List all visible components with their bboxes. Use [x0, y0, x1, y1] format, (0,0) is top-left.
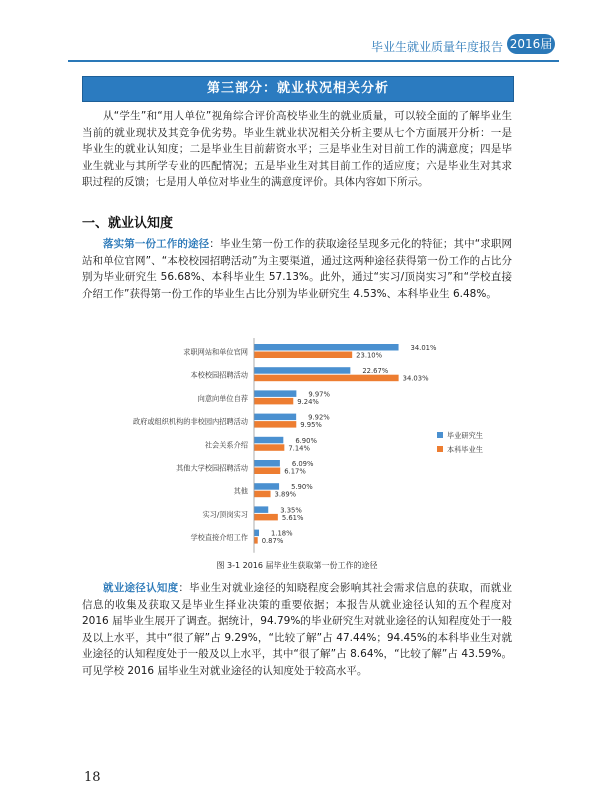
- bar: [254, 414, 296, 421]
- category-label: 政府或组织机构的非校园内招聘活动: [132, 417, 248, 427]
- paragraph-first-job: [82, 236, 512, 302]
- legend-swatch: [437, 432, 443, 438]
- data-label: 6.17%: [284, 467, 306, 476]
- data-label: 6.09%: [291, 460, 314, 468]
- bar: [254, 537, 258, 544]
- category-label: 向意向单位自荐: [197, 393, 248, 403]
- data-label: 5.61%: [281, 513, 304, 522]
- paragraph-first-job-text: ：毕业生第一份工作的获取途径呈现多元化的特征；其中“求职网站和单位官网”、“本校校园招聘活动”为主要渠道，通过这两种途径获得第一份工作的占比分别为毕业研究生 56.68%、本科毕业生 57.13%。此外，通过“实习/顶岗实习”和“学校直接介绍工作”获得第一份工作的毕业生占比分别为毕业研究生 4.53%、本科毕业生 6.48%。: [82, 238, 512, 300]
- bar: [254, 530, 259, 537]
- bar: [254, 437, 283, 444]
- data-label: 5.90%: [291, 483, 313, 492]
- bar: [254, 398, 293, 405]
- page-number: 18: [84, 770, 101, 785]
- data-label: 23.10%: [356, 351, 383, 360]
- bar: [254, 506, 268, 513]
- paragraph-first-job-lead: 落实第一份工作的途径: [103, 238, 210, 250]
- category-label: 实习/顶岗实习: [202, 509, 248, 519]
- page-header: [0, 0, 595, 66]
- bar: [254, 468, 280, 475]
- category-label: 社会关系介绍: [204, 440, 248, 450]
- data-label: 9.95%: [300, 421, 322, 430]
- legend-swatch: [437, 446, 443, 452]
- subheading: 一、就业认知度: [82, 216, 174, 231]
- data-label: 6.90%: [295, 436, 317, 445]
- category-label: 本校校园招聘活动: [190, 370, 248, 380]
- report-title: 毕业生就业质量年度报告: [370, 40, 503, 54]
- first-job-chart: [82, 336, 512, 556]
- bar: [254, 375, 399, 382]
- chart-caption: 图 3-1 2016 届毕业生获取第一份工作的途径: [216, 561, 378, 570]
- legend-label: 本科毕业生: [447, 445, 483, 454]
- bar: [254, 390, 296, 397]
- data-label: 7.14%: [288, 444, 310, 453]
- bar: [254, 514, 278, 521]
- paragraph-channel-awareness: [82, 580, 512, 679]
- bar: [254, 483, 279, 490]
- category-label: 其他: [233, 486, 248, 496]
- bar: [254, 344, 399, 351]
- bar: [254, 491, 271, 498]
- intro-paragraph: 从“学生”和“用人单位”视角综合评价高校毕业生的就业质量，可以较全面的了解毕业生当前的就业现状及其竞争优劣势。毕业生就业状况相关分析主要从七个方面展开分析：一是毕业生的就业认知度；二是毕业生目前薪资水平；三是毕业生对目前工作的满意度；四是毕业生就业与其所学专业的匹配情况；五是毕业生对其目前工作的适应度；六是毕业生对其求职过程的反馈；七是用人单位对毕业生的满意度评价。具体内容如下所示。: [82, 110, 512, 188]
- bar: [254, 352, 352, 359]
- data-label: 3.89%: [274, 490, 297, 499]
- data-label: 9.97%: [308, 390, 330, 399]
- data-label: 9.24%: [297, 397, 319, 406]
- data-label: 3.35%: [280, 506, 302, 515]
- bar: [254, 444, 284, 451]
- bar: [254, 421, 296, 428]
- category-label: 求职网站和单位官网: [183, 347, 248, 357]
- data-label: 34.01%: [410, 344, 437, 352]
- category-label: 其他大学校园招聘活动: [176, 463, 248, 473]
- data-label: 0.87%: [261, 537, 284, 546]
- legend-label: 毕业研究生: [447, 431, 483, 440]
- year-badge: 2016届: [507, 34, 555, 54]
- bar: [254, 460, 280, 467]
- data-label: 22.67%: [362, 367, 389, 376]
- paragraph-channel-awareness-lead: 就业途径认知度: [103, 582, 179, 594]
- category-label: 学校直接介绍工作: [190, 533, 248, 543]
- bar: [254, 367, 350, 374]
- header-rule: [68, 60, 559, 62]
- data-label: 9.92%: [308, 413, 330, 422]
- paragraph-channel-awareness-text: ：毕业生对就业途径的知晓程度会影响其社会需求信息的获取，而就业信息的收集及获取又是毕业生择业决策的重要依据；本报告从就业途径认知的五个程度对 2016 届毕业生展开了调查。据统计，94.79%的毕业研究生对就业途径的认知程度处于一般及以上水平，其中“很了解”占 9.29%，“比较了解”占 47.44%；94.45%的本科毕业生对就业途径的认知程度处于一般及以上水平，其中“很了解”占 8.64%，“比较了解”占 43.59%。可见学校 2016 届毕业生对就业途径的认知度处于较高水平。: [82, 582, 513, 677]
- data-label: 34.03%: [402, 374, 429, 383]
- section-banner: 第三部分：就业状况相关分析: [82, 76, 514, 102]
- data-label: 1.18%: [271, 529, 293, 538]
